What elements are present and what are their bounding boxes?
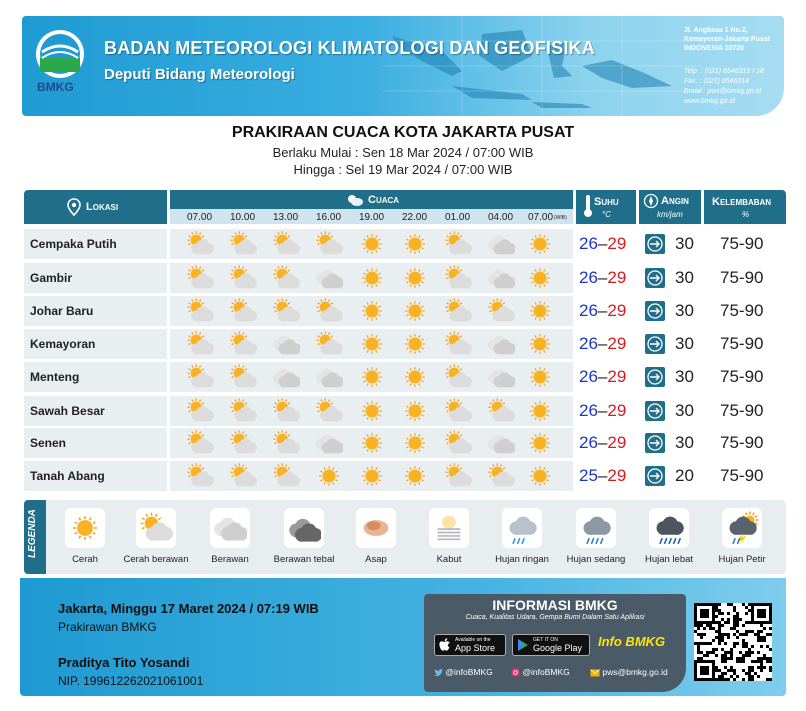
hujan-petir-icon — [725, 511, 759, 545]
google-play-badge[interactable]: GET IT ON Google Play — [512, 634, 590, 656]
instagram-handle[interactable]: @infoBMKG — [511, 667, 570, 677]
cerah-berawan-icon — [315, 330, 343, 358]
humidity-value: 75-90 — [720, 268, 764, 287]
cerah-berawan-icon — [272, 264, 300, 292]
hujan-sedang-icon — [579, 511, 613, 545]
forecast-title-block — [0, 124, 806, 177]
cerah-berawan-icon — [186, 397, 214, 425]
berawan-icon — [315, 363, 343, 391]
header-location: Lokasi — [24, 190, 167, 224]
humidity-cell — [704, 229, 786, 259]
legend-icon-box — [65, 508, 105, 548]
temp-separator: – — [597, 301, 608, 320]
cerah-berawan-icon — [186, 330, 214, 358]
temp-separator: – — [597, 334, 608, 353]
legend-icon-box — [649, 508, 689, 548]
legend-icon-box — [722, 508, 762, 548]
cerah-berawan-icon — [186, 264, 214, 292]
cerah-icon — [315, 462, 343, 490]
temperature-cell — [576, 428, 636, 458]
location-name: Kemayoran — [30, 337, 96, 351]
legend-icon-box — [210, 508, 250, 548]
issued-date: Jakarta, Minggu 17 Maret 2024 / 07:19 WIB — [58, 601, 319, 616]
wind-speed: 30 — [675, 268, 694, 287]
cerah-berawan-icon — [229, 230, 257, 258]
temp-max: 29 — [607, 367, 627, 386]
wind-direction-badge — [645, 334, 665, 354]
location-pin-icon — [67, 198, 81, 216]
temp-max: 29 — [607, 433, 627, 452]
website: www.bmkg.go.id — [684, 98, 735, 105]
org-contact — [684, 67, 784, 107]
wind-direction-icon — [645, 268, 665, 288]
cerah-berawan-icon — [272, 462, 300, 490]
cerah-icon — [358, 330, 386, 358]
header-humidity: Kelembaban % — [704, 190, 786, 224]
wind-speed: 30 — [675, 367, 694, 386]
cerah-berawan-icon — [272, 397, 300, 425]
hour-label: 16.00 — [316, 212, 342, 223]
temperature-cell — [576, 329, 636, 359]
location-cell — [24, 263, 167, 293]
berawan-icon — [272, 330, 300, 358]
legend-label: Kabut — [436, 554, 462, 565]
cerah-berawan-icon — [139, 511, 173, 545]
hour-label: 13.00 — [273, 212, 299, 223]
wind-cell — [639, 461, 701, 491]
wind-cell — [639, 362, 701, 392]
kabut-icon — [432, 511, 466, 545]
temp-min: 25 — [579, 466, 598, 485]
cerah-icon — [358, 363, 386, 391]
google-play-icon — [517, 638, 529, 652]
humidity-cell — [704, 329, 786, 359]
humidity-cell — [704, 461, 786, 491]
temperature-cell — [576, 362, 636, 392]
temp-max: 29 — [607, 466, 627, 485]
weather-cell — [170, 263, 573, 293]
cerah-icon — [401, 230, 429, 258]
thermometer-icon — [583, 194, 593, 218]
temperature-cell — [576, 296, 636, 326]
berawan-icon — [272, 363, 300, 391]
legend-icon-box — [502, 508, 542, 548]
berawan-icon — [487, 429, 515, 457]
legend-icon-box — [284, 508, 324, 548]
berawan-icon — [487, 363, 515, 391]
cerah-berawan-icon — [315, 397, 343, 425]
berawan-icon — [487, 330, 515, 358]
temp-max: 29 — [607, 301, 627, 320]
berawan-tebal-icon — [287, 511, 321, 545]
location-name: Tanah Abang — [30, 469, 105, 483]
wind-direction-badge — [645, 367, 665, 387]
humidity-cell — [704, 362, 786, 392]
wind-speed: 30 — [675, 433, 694, 452]
wind-cell — [639, 428, 701, 458]
weather-cell — [170, 296, 573, 326]
humidity-cell — [704, 396, 786, 426]
cerah-icon — [358, 297, 386, 325]
legend-tag: LEGENDA — [24, 500, 46, 574]
email: Email : pws@bmkg.go.id — [684, 88, 762, 95]
cerah-icon — [526, 230, 554, 258]
berawan-icon — [315, 264, 343, 292]
hour-label: 19.00 — [359, 212, 385, 223]
wind-speed: 30 — [675, 334, 694, 353]
hour-label: 01.00 — [445, 212, 471, 223]
hour-label: 22.00 — [402, 212, 428, 223]
location-cell — [24, 428, 167, 458]
cerah-berawan-icon — [272, 230, 300, 258]
wind-cell — [639, 296, 701, 326]
humidity-cell — [704, 296, 786, 326]
cerah-icon — [401, 462, 429, 490]
weather-cell — [170, 329, 573, 359]
location-cell — [24, 396, 167, 426]
temp-max: 29 — [607, 401, 627, 420]
cerah-berawan-icon — [444, 264, 472, 292]
temp-min: 26 — [579, 268, 598, 287]
app-store-badge[interactable]: Available on the App Store — [434, 634, 506, 656]
cerah-berawan-icon — [444, 297, 472, 325]
fax: Fax. : (021) 6546314 — [684, 78, 749, 85]
mail-icon — [590, 669, 600, 677]
cerah-berawan-icon — [186, 297, 214, 325]
temp-separator: – — [597, 268, 608, 287]
cerah-icon — [526, 462, 554, 490]
cerah-berawan-icon — [229, 297, 257, 325]
org-subtitle: Deputi Bidang Meteorologi — [104, 66, 295, 83]
cerah-berawan-icon — [444, 363, 472, 391]
location-name: Gambir — [30, 271, 73, 285]
cloud-sun-icon — [346, 193, 364, 207]
qr-code[interactable] — [694, 603, 772, 681]
location-cell — [24, 329, 167, 359]
temp-max: 29 — [607, 268, 627, 287]
humidity-value: 75-90 — [720, 334, 764, 353]
humidity-cell — [704, 263, 786, 293]
wind-speed: 30 — [675, 401, 694, 420]
wind-direction-icon — [645, 301, 665, 321]
weather-cell — [170, 396, 573, 426]
humidity-value: 75-90 — [720, 301, 764, 320]
cerah-icon — [526, 429, 554, 457]
wind-direction-icon — [645, 466, 665, 486]
wind-speed: 30 — [675, 301, 694, 320]
legend-label: Hujan lebat — [644, 554, 694, 565]
wind-speed: 20 — [675, 466, 694, 485]
cerah-icon — [358, 230, 386, 258]
cerah-berawan-icon — [186, 429, 214, 457]
forecaster-nip: NIP. 199612262021061001 — [58, 674, 204, 688]
location-name: Cempaka Putih — [30, 237, 117, 251]
cerah-berawan-icon — [315, 297, 343, 325]
cerah-icon — [401, 429, 429, 457]
temp-min: 26 — [579, 334, 598, 353]
temp-min: 26 — [579, 234, 598, 253]
forecast-title: PRAKIRAAN CUACA KOTA JAKARTA PUSAT — [231, 124, 575, 141]
wind-direction-badge — [645, 268, 665, 288]
cerah-icon — [401, 363, 429, 391]
cerah-berawan-icon — [272, 297, 300, 325]
humidity-value: 75-90 — [720, 466, 764, 485]
humidity-value: 75-90 — [720, 433, 764, 452]
cerah-icon — [526, 397, 554, 425]
telp: Telp. : (021) 6546315 / 18 — [684, 68, 764, 75]
cerah-berawan-icon — [272, 429, 300, 457]
org-address: Jl. Angkasa 1 No.2, Kemayoran-Jakarta Pusat INDONESIA 10720 — [684, 27, 770, 52]
cerah-berawan-icon — [444, 397, 472, 425]
cerah-berawan-icon — [444, 429, 472, 457]
cerah-berawan-icon — [229, 397, 257, 425]
hujan-lebat-icon — [652, 511, 686, 545]
cerah-berawan-icon — [487, 462, 515, 490]
wind-direction-badge — [645, 433, 665, 453]
temperature-cell — [576, 263, 636, 293]
hour-label: 04.00 — [488, 212, 514, 223]
wind-speed: 30 — [675, 234, 694, 253]
cerah-berawan-icon — [444, 462, 472, 490]
cerah-berawan-icon — [186, 462, 214, 490]
wind-cell — [639, 329, 701, 359]
cerah-icon — [526, 297, 554, 325]
wind-cell — [639, 229, 701, 259]
cerah-berawan-icon — [186, 230, 214, 258]
cerah-icon — [401, 264, 429, 292]
temp-min: 26 — [579, 301, 598, 320]
temp-min: 26 — [579, 433, 598, 452]
wind-cell — [639, 263, 701, 293]
cerah-icon — [358, 264, 386, 292]
cerah-icon — [358, 429, 386, 457]
location-name: Johar Baru — [30, 304, 94, 318]
cerah-icon — [68, 511, 102, 545]
location-name: Sawah Besar — [30, 404, 105, 418]
location-cell — [24, 461, 167, 491]
info-title: INFORMASI BMKG — [492, 597, 618, 613]
legend-label: Hujan Petir — [718, 554, 766, 565]
berawan-icon — [315, 429, 343, 457]
humidity-cell — [704, 428, 786, 458]
cerah-icon — [401, 297, 429, 325]
hujan-ringan-icon — [505, 511, 539, 545]
cerah-icon — [526, 330, 554, 358]
temp-separator: – — [597, 401, 608, 420]
cerah-berawan-icon — [487, 397, 515, 425]
wind-direction-icon — [645, 401, 665, 421]
cerah-icon — [358, 397, 386, 425]
email-contact[interactable]: pws@bmkg.go.id — [590, 667, 668, 677]
legend-label: Berawan — [211, 554, 249, 565]
app-name: Info BMKG — [598, 634, 666, 649]
legend-label: Berawan tebal — [273, 554, 335, 565]
org-title: BADAN METEOROLOGI KLIMATOLOGI DAN GEOFISIKA — [104, 38, 595, 58]
berawan-icon — [487, 264, 515, 292]
legend-icon-box — [356, 508, 396, 548]
temp-min: 26 — [579, 401, 598, 420]
twitter-icon — [434, 669, 443, 677]
legend-label: Cerah berawan — [123, 554, 189, 565]
weather-cell — [170, 461, 573, 491]
cerah-icon — [358, 462, 386, 490]
indonesia-map-graphic — [382, 16, 702, 116]
cerah-berawan-icon — [444, 330, 472, 358]
cerah-berawan-icon — [229, 264, 257, 292]
legend-icon-box — [576, 508, 616, 548]
location-cell — [24, 362, 167, 392]
legend-label: Cerah — [72, 554, 98, 565]
twitter-handle[interactable]: @infoBMKG — [434, 667, 493, 677]
instagram-icon — [511, 668, 520, 677]
forecaster-name: Praditya Tito Yosandi — [58, 655, 190, 670]
cerah-icon — [526, 363, 554, 391]
location-name: Senen — [30, 436, 67, 450]
weather-cell — [170, 229, 573, 259]
temp-separator: – — [597, 466, 608, 485]
wind-direction-badge — [645, 301, 665, 321]
berawan-icon — [213, 511, 247, 545]
cerah-berawan-icon — [229, 363, 257, 391]
header-temperature: Suhu °C — [576, 190, 636, 224]
temperature-cell — [576, 396, 636, 426]
temp-separator: – — [597, 234, 608, 253]
location-name: Menteng — [30, 370, 80, 384]
wind-cell — [639, 396, 701, 426]
asap-icon — [359, 511, 393, 545]
cerah-icon — [401, 397, 429, 425]
hour-label: 07.00 — [528, 212, 554, 223]
logo-text: BMKG — [37, 80, 74, 94]
header-wind: Angin km/jam — [639, 190, 701, 224]
temp-max: 29 — [607, 334, 627, 353]
cerah-berawan-icon — [229, 330, 257, 358]
legend-label: Hujan ringan — [495, 554, 549, 565]
wind-direction-badge — [645, 401, 665, 421]
wind-direction-badge — [645, 234, 665, 254]
humidity-value: 75-90 — [720, 401, 764, 420]
temp-min: 26 — [579, 367, 598, 386]
location-cell — [24, 229, 167, 259]
cerah-berawan-icon — [229, 462, 257, 490]
temp-max: 29 — [607, 234, 627, 253]
compass-icon — [643, 193, 659, 209]
weather-cell — [170, 428, 573, 458]
wind-direction-icon — [645, 334, 665, 354]
cerah-icon — [526, 264, 554, 292]
header-weather: Cuaca 07.00 10.00 13.00 16.00 19.00 22.00 01.00 04.00 07.00 (WIB) — [170, 190, 573, 224]
temp-separator: – — [597, 433, 608, 452]
location-cell — [24, 296, 167, 326]
hour-label: 10.00 — [230, 212, 256, 223]
apple-icon — [439, 638, 451, 652]
cerah-berawan-icon — [186, 363, 214, 391]
wind-direction-icon — [645, 367, 665, 387]
temp-separator: – — [597, 367, 608, 386]
weather-cell — [170, 362, 573, 392]
hour-suffix: (WIB) — [554, 215, 567, 221]
valid-from: Berlaku Mulai : Sen 18 Mar 2024 / 07:00 WIB — [272, 145, 534, 160]
legend-label: Asap — [365, 554, 387, 565]
cerah-berawan-icon — [487, 297, 515, 325]
info-subtitle: Cuaca, Kualitas Udara, Gempa Bumi Dalam Satu Aplikasi — [465, 614, 645, 621]
temperature-cell — [576, 229, 636, 259]
valid-until: Hingga : Sel 19 Mar 2024 / 07:00 WIB — [293, 162, 513, 177]
humidity-value: 75-90 — [720, 234, 764, 253]
forecaster-role: Prakirawan BMKG — [58, 620, 157, 634]
hour-label: 07.00 — [187, 212, 213, 223]
wind-direction-icon — [645, 433, 665, 453]
legend-icon-box — [136, 508, 176, 548]
cerah-berawan-icon — [315, 230, 343, 258]
legend-icon-box — [429, 508, 469, 548]
wind-direction-icon — [645, 234, 665, 254]
cerah-berawan-icon — [444, 230, 472, 258]
cerah-icon — [401, 330, 429, 358]
wind-direction-badge — [645, 466, 665, 486]
humidity-value: 75-90 — [720, 367, 764, 386]
legend-label: Hujan sedang — [566, 554, 626, 565]
cerah-berawan-icon — [229, 429, 257, 457]
berawan-icon — [487, 230, 515, 258]
temperature-cell — [576, 461, 636, 491]
